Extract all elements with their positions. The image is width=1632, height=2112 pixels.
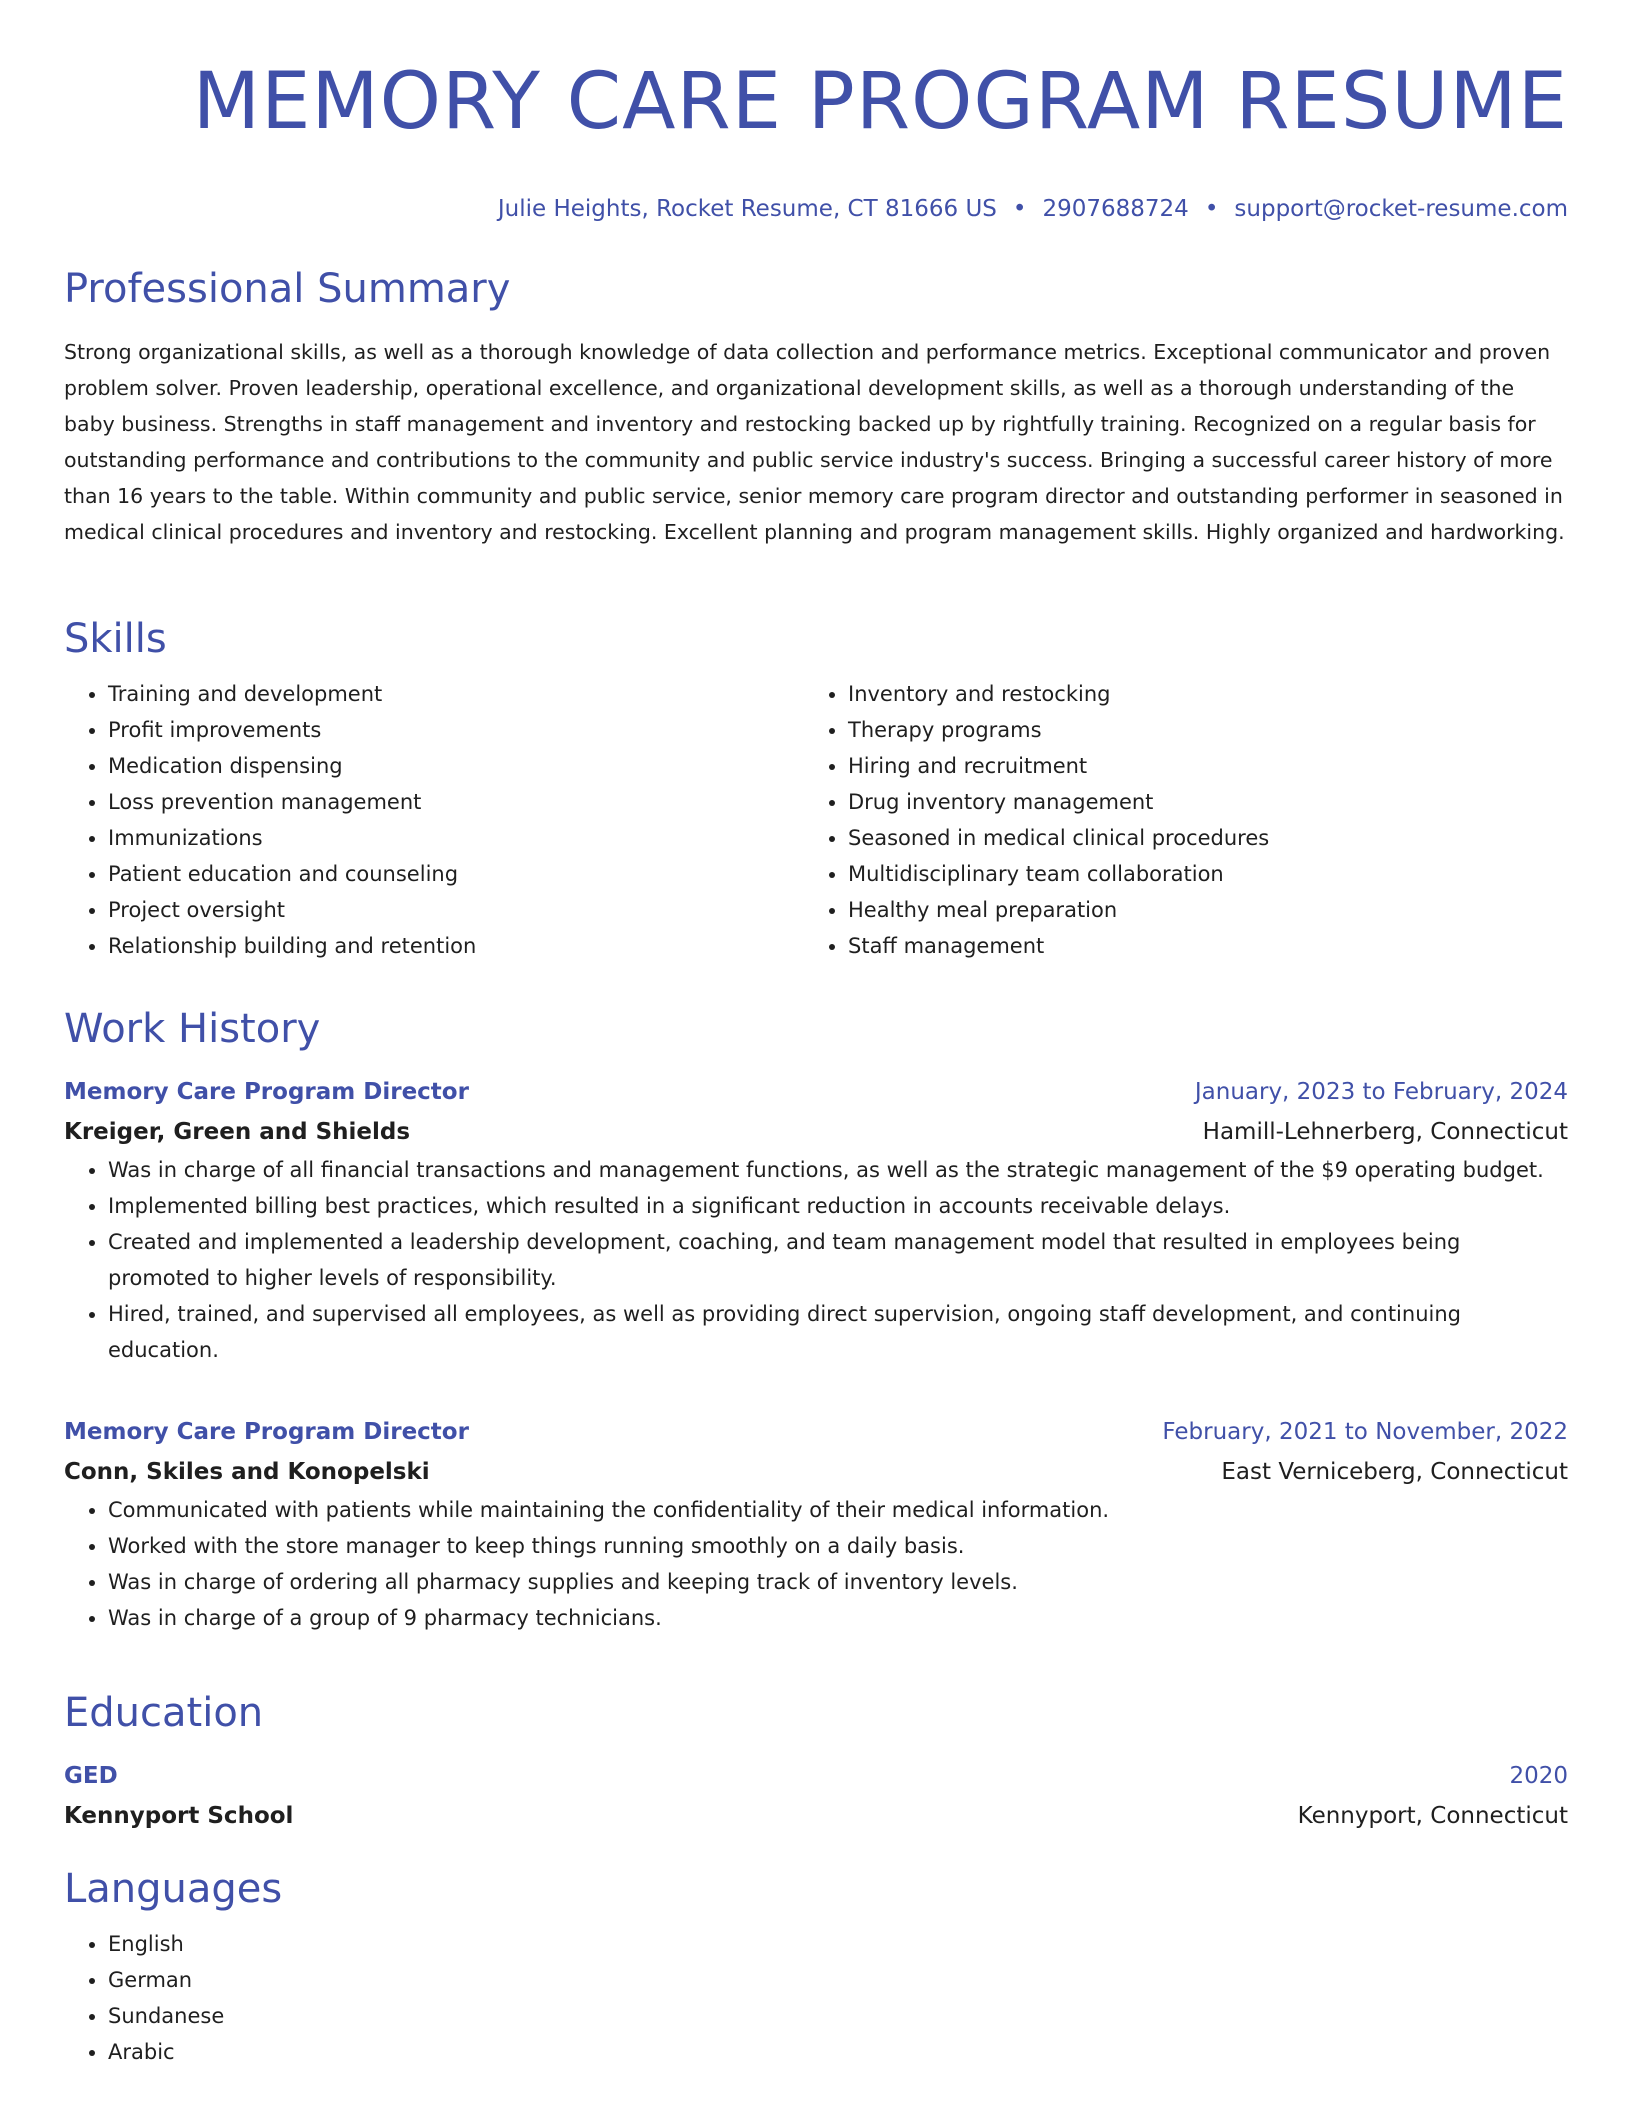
contact-phone: 2907688724 [1042, 196, 1189, 222]
skill-item: • Relationship building and retention [108, 928, 804, 964]
section-heading-work-history: Work History [64, 1006, 321, 1052]
skill-item: • Seasoned in medical clinical procedures [848, 820, 1544, 856]
education-location: Kennyport, Connecticut [1297, 1803, 1568, 1829]
skills-list-left [64, 676, 804, 964]
section-heading-summary: Professional Summary [64, 266, 511, 312]
job-entry [64, 1072, 1568, 1368]
job-entry [64, 1412, 1568, 1636]
contact-separator: • [1204, 196, 1219, 222]
skill-item: • Healthy meal preparation [848, 892, 1544, 928]
skill-item: • Drug inventory management [848, 784, 1544, 820]
skills-section [64, 612, 1568, 964]
job-title: Memory Care Program Director [64, 1079, 469, 1105]
contact-email: support@rocket-resume.com [1234, 196, 1568, 222]
skill-item: • Hiring and recruitment [848, 748, 1544, 784]
education-year: 2020 [1509, 1763, 1568, 1789]
language-item: • German [108, 1962, 1568, 1998]
job-duty: • Worked with the store manager to keep things running smoothly on a daily basis. [108, 1528, 1568, 1564]
section-heading-skills: Skills [64, 616, 167, 662]
job-header-row [64, 1412, 1568, 1452]
languages-list [64, 1926, 1568, 2070]
skill-item: • Project oversight [108, 892, 804, 928]
job-duty: • Was in charge of ordering all pharmacy supplies and keeping track of inventory levels. [108, 1564, 1568, 1600]
skill-item: • Multidisciplinary team collaboration [848, 856, 1544, 892]
skills-column-left [64, 676, 804, 964]
job-company: Conn, Skiles and Konopelski [64, 1459, 430, 1485]
skill-item: • Profit improvements [108, 712, 804, 748]
education-header-row [64, 1756, 1568, 1796]
skills-list-right [804, 676, 1544, 964]
job-org-row [64, 1452, 1568, 1492]
language-item: • Sundanese [108, 1998, 1568, 2034]
document-title: MEMORY CARE PROGRAM RESUME [192, 57, 1568, 147]
job-company: Kreiger, Green and Shields [64, 1119, 411, 1145]
contact-separator: • [1012, 196, 1027, 222]
resume-header [64, 0, 1568, 224]
language-item: • Arabic [108, 2034, 1568, 2070]
job-dates: February, 2021 to November, 2022 [1162, 1419, 1568, 1445]
section-heading-education: Education [64, 1690, 264, 1736]
job-duties-list [64, 1152, 1568, 1368]
education-entry [64, 1756, 1568, 1836]
job-duty: • Hired, trained, and supervised all employees, as well as providing direct supervision, ongoing staff development, and continuing education. [108, 1296, 1568, 1368]
section-heading-languages: Languages [64, 1866, 283, 1912]
job-header-row [64, 1072, 1568, 1112]
job-org-row [64, 1112, 1568, 1152]
job-title: Memory Care Program Director [64, 1419, 469, 1445]
skills-column-right [804, 676, 1544, 964]
job-duty: • Was in charge of all financial transactions and management functions, as well as the strategic management of the $9 operating budget. [108, 1152, 1568, 1188]
contact-line [64, 194, 1568, 224]
summary-text: Strong organizational skills, as well as a thorough knowledge of data collection and performance metrics. Exceptional communicator and proven problem solver. Proven leadership, operational excellence, and organizational development skills, as well as a thorough understanding of the baby business. Strengths in staff management and inventory and restocking backed up by rightfully training. Recognized on a regular basis for outstanding performance and contributions to the community and public service industry's success. Bringing a successful career history of more than 16 years to the table. Within community and public service, senior memory care program director and outstanding performer in seasoned in medical clinical procedures and inventory and restocking. Excellent planning and program management skills. Highly organized and hardworking. [64, 340, 1565, 544]
job-duty: • Was in charge of a group of 9 pharmacy technicians. [108, 1600, 1568, 1636]
skill-item: • Inventory and restocking [848, 676, 1544, 712]
education-school-row [64, 1796, 1568, 1836]
language-item: • English [108, 1926, 1568, 1962]
job-dates: January, 2023 to February, 2024 [1194, 1079, 1568, 1105]
professional-summary-section [64, 262, 1568, 550]
education-school: Kennyport School [64, 1803, 294, 1829]
skill-item: • Loss prevention management [108, 784, 804, 820]
job-duty: • Created and implemented a leadership development, coaching, and team management model that resulted in employees being promoted to higher levels of responsibility. [108, 1224, 1568, 1296]
contact-address: Julie Heights, Rocket Resume, CT 81666 US [497, 196, 997, 222]
skill-item: • Training and development [108, 676, 804, 712]
job-location: Hamill-Lehnerberg, Connecticut [1202, 1119, 1568, 1145]
skill-item: • Medication dispensing [108, 748, 804, 784]
skill-item: • Therapy programs [848, 712, 1544, 748]
skill-item: • Immunizations [108, 820, 804, 856]
job-duty: • Implemented billing best practices, which resulted in a significant reduction in accounts receivable delays. [108, 1188, 1568, 1224]
skill-item: • Patient education and counseling [108, 856, 804, 892]
education-degree: GED [64, 1763, 118, 1789]
job-duty: • Communicated with patients while maintaining the confidentiality of their medical information. [108, 1492, 1568, 1528]
job-duties-list [64, 1492, 1568, 1636]
languages-section [64, 1862, 1568, 2070]
job-location: East Verniceberg, Connecticut [1221, 1459, 1568, 1485]
skill-item: • Staff management [848, 928, 1544, 964]
skills-grid [64, 676, 1568, 964]
